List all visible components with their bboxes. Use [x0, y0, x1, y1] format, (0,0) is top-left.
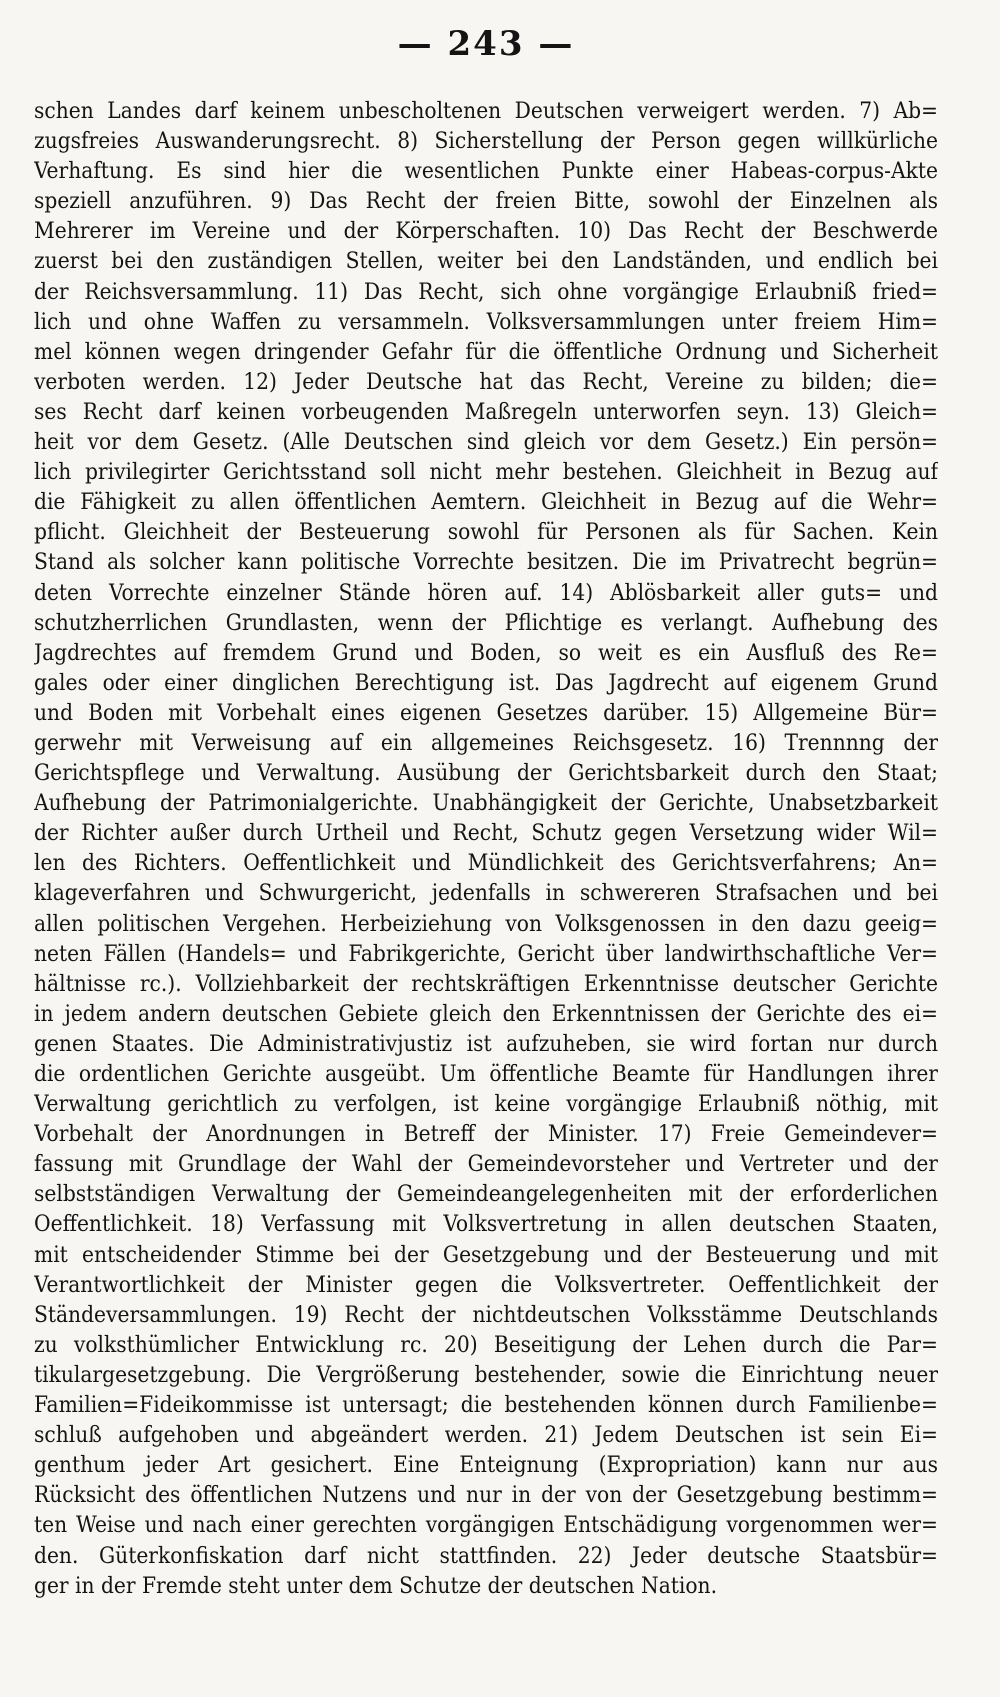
text-line: der Richter außer durch Urtheil und Recht, Schutz gegen Versetzung wider Wil=: [34, 820, 938, 847]
text-line: ten Weise und nach einer gerechten vorgängigen Entschädigung vorgenommen wer=: [34, 1512, 938, 1539]
text-line: Familien=Fideikommisse ist untersagt; die bestehenden können durch Familienbe=: [34, 1392, 938, 1419]
text-line: pflicht. Gleichheit der Besteuerung sowohl für Personen als für Sachen. Kein: [34, 519, 938, 546]
text-line: Oeffentlichkeit. 18) Verfassung mit Volksvertretung in allen deutschen Staaten,: [34, 1211, 938, 1238]
text-line: zuerst bei den zuständigen Stellen, weiter bei den Landständen, und endlich bei: [34, 248, 938, 275]
text-line: genen Staates. Die Administrativjustiz ist aufzuheben, sie wird fortan nur durch: [34, 1030, 938, 1057]
text-line: neten Fällen (Handels= und Fabrikgerichte, Gericht über landwirthschaftliche Ver=: [34, 940, 938, 967]
text-line: schluß aufgehoben und abgeändert werden. 21) Jedem Deutschen ist sein Ei=: [34, 1422, 938, 1449]
text-line: ger in der Fremde steht unter dem Schutze der deutschen Nation.: [34, 1572, 718, 1599]
text-line: schutzherrlichen Grundlasten, wenn der Pflichtige es verlangt. Aufhebung des: [34, 609, 938, 636]
text-line: fassung mit Grundlage der Wahl der Gemeindevorsteher und Vertreter und der: [34, 1151, 938, 1178]
text-line: Verantwortlichkeit der Minister gegen die Volksvertreter. Oeffentlichkeit der: [34, 1271, 938, 1298]
text-line: Ständeversammlungen. 19) Recht der nichtdeutschen Volksstämme Deutschlands: [34, 1301, 938, 1328]
text-line: mit entscheidender Stimme bei der Gesetzgebung und der Besteuerung und mit: [34, 1241, 938, 1268]
text-line: zu volksthümlicher Entwicklung rc. 20) Beseitigung der Lehen durch die Par=: [34, 1331, 938, 1358]
text-line: die Fähigkeit zu allen öffentlichen Aemtern. Gleichheit in Bezug auf die Wehr=: [34, 489, 938, 516]
text-line: den. Güterkonfiskation darf nicht stattfinden. 22) Jeder deutsche Staatsbür=: [34, 1542, 938, 1569]
text-line: Mehrerer im Vereine und der Körperschaften. 10) Das Recht der Beschwerde: [34, 218, 938, 245]
text-line: selbstständigen Verwaltung der Gemeindeangelegenheiten mit der erforderlichen: [34, 1181, 938, 1208]
text-line: der Reichsversammlung. 11) Das Recht, sich ohne vorgängige Erlaubniß fried=: [34, 278, 938, 305]
page-number: — 243 —: [397, 24, 575, 64]
text-line: hältnisse rc.). Vollziehbarkeit der rechtskräftigen Erkenntnisse deutscher Gerichte: [34, 970, 938, 997]
text-line: heit vor dem Gesetz. (Alle Deutschen sind gleich vor dem Gesetz.) Ein persön=: [34, 429, 938, 456]
text-line: Aufhebung der Patrimonialgerichte. Unabhängigkeit der Gerichte, Unabsetzbarkeit: [34, 790, 938, 817]
text-line: gerwehr mit Verweisung auf ein allgemeines Reichsgesetz. 16) Trennnng der: [34, 729, 938, 756]
text-line: verboten werden. 12) Jeder Deutsche hat das Recht, Vereine zu bilden; die=: [34, 368, 938, 395]
text-line: Gerichtspflege und Verwaltung. Ausübung der Gerichtsbarkeit durch den Staat;: [34, 760, 938, 787]
text-line: zugsfreies Auswanderungsrecht. 8) Sicherstellung der Person gegen willkürliche: [34, 128, 938, 155]
text-line: speziell anzuführen. 9) Das Recht der freien Bitte, sowohl der Einzelnen als: [34, 188, 938, 215]
text-line: gales oder einer dinglichen Berechtigung ist. Das Jagdrecht auf eigenem Grund: [34, 669, 938, 696]
body-text: [34, 96, 938, 1601]
text-line: lich privilegirter Gerichtsstand soll nicht mehr bestehen. Gleichheit in Bezug auf: [34, 459, 938, 486]
document-page: [34, 18, 938, 1678]
text-line: und Boden mit Vorbehalt eines eigenen Gesetzes darüber. 15) Allgemeine Bür=: [34, 699, 938, 726]
text-line: tikulargesetzgebung. Die Vergrößerung bestehender, sowie die Einrichtung neuer: [34, 1361, 938, 1388]
text-line: Stand als solcher kann politische Vorrechte besitzen. Die im Privatrecht begrün=: [34, 549, 938, 576]
text-line: len des Richters. Oeffentlichkeit und Mündlichkeit des Gerichtsverfahrens; An=: [34, 850, 938, 877]
text-line: schen Landes darf keinem unbescholtenen Deutschen verweigert werden. 7) Ab=: [34, 98, 938, 124]
text-line: Verhaftung. Es sind hier die wesentlichen Punkte einer Habeas-corpus-Akte: [34, 158, 938, 185]
text-line: klageverfahren und Schwurgericht, jedenfalls in schwereren Strafsachen und bei: [34, 880, 938, 907]
text-line: in jedem andern deutschen Gebiete gleich den Erkenntnissen der Gerichte des ei=: [34, 1000, 938, 1027]
text-line: deten Vorrechte einzelner Stände hören auf. 14) Ablösbarkeit aller guts= und: [34, 579, 938, 606]
text-line: Vorbehalt der Anordnungen in Betreff der Minister. 17) Freie Gemeindever=: [34, 1121, 938, 1148]
text-line: mel können wegen dringender Gefahr für die öffentliche Ordnung und Sicherheit: [34, 338, 938, 365]
text-line: Jagdrechtes auf fremdem Grund und Boden, so weit es ein Ausfluß des Re=: [34, 639, 938, 666]
text-line: allen politischen Vergehen. Herbeiziehung von Volksgenossen in den dazu geeig=: [34, 910, 938, 937]
text-line: genthum jeder Art gesichert. Eine Enteignung (Expropriation) kann nur aus: [34, 1452, 938, 1479]
text-line: Rücksicht des öffentlichen Nutzens und nur in der von der Gesetzgebung bestimm=: [34, 1482, 938, 1509]
text-line: die ordentlichen Gerichte ausgeübt. Um öffentliche Beamte für Handlungen ihrer: [34, 1061, 938, 1087]
text-line: lich und ohne Waffen zu versammeln. Volksversammlungen unter freiem Him=: [34, 308, 938, 335]
text-line: Verwaltung gerichtlich zu verfolgen, ist keine vorgängige Erlaubniß nöthig, mit: [34, 1091, 938, 1118]
text-line: ses Recht darf keinen vorbeugenden Maßregeln unterworfen seyn. 13) Gleich=: [34, 398, 938, 425]
